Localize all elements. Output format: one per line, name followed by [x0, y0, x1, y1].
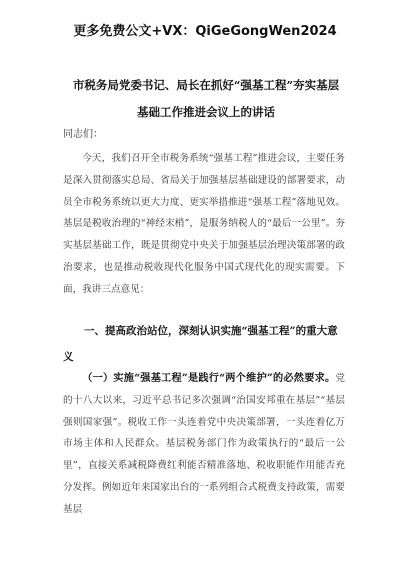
subsection-1-paragraph	[63, 368, 345, 521]
section-heading-1: 一、提高政治站位，深刻认识实施“强基工程”的重大意义	[63, 325, 338, 363]
document-title: 市税务局党委书记、局长在抓好“强基工程”夯实基层基础工作推进会议上的讲话	[72, 78, 340, 119]
intro-paragraph: 今天，我们召开全市税务系统“强基工程”推进会议，主要任务是深入贯彻落实总局、省局关于加强基层基础建设的部署要求，动员全市税务系统以更大力度、更实举措推进“强基工程”落地见效。基层是税收治理的“神经末梢”，是服务纳税人的“最后一公里”。夯实基层基础工作，既是贯彻党中央关于加强基层治理决策部署的政治要求，也是推动税收现代化服务中国式现代化的现实需要。下面，我讲三点意见：	[63, 153, 345, 295]
promo-banner: 更多免费公文+VX：QiGeGongWen2024	[73, 24, 337, 39]
subsection-1-heading: （一）实施“强基工程”是践行“两个维护”的必然要求。	[82, 372, 336, 384]
salutation: 同志们：	[63, 129, 103, 140]
subsection-1-body: 党的十八大以来，习近平总书记多次强调“治国安邦重在基层”“基层强则国家强”。税收工作一头连着党中央决策部署，一头连着亿万市场主体和人民群众。基层税务部门作为政策执行的“最后一公里”，直接关系减税降费红利能否精准落地、税收职能作用能否充分发挥。例如近年来国家出台的一系列组合式税费支持政策，需要基层	[63, 373, 345, 515]
